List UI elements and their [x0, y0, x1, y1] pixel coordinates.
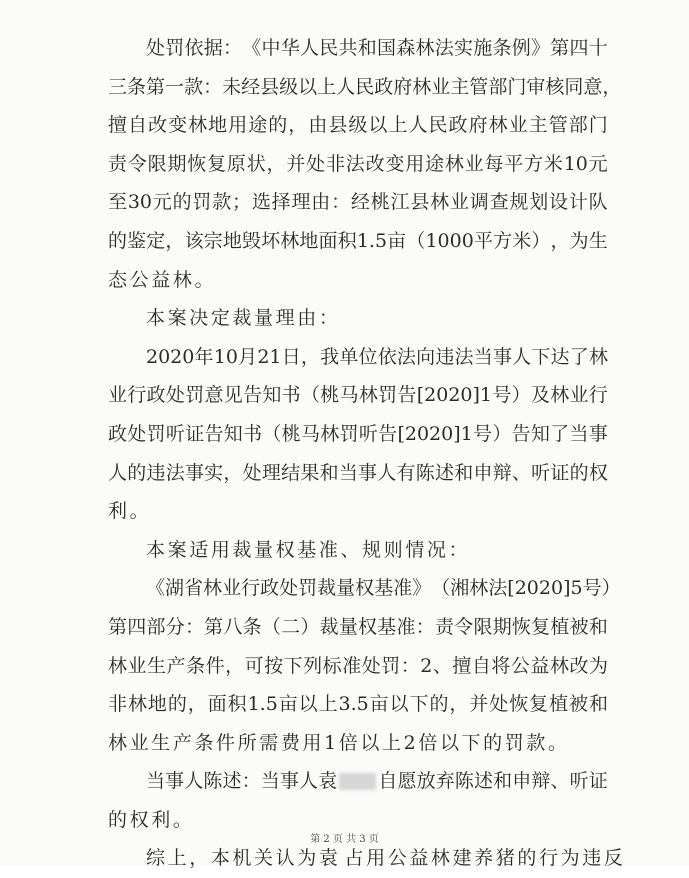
- text-line: 政 处 罚 听 证 告 知 书 （ 桃 马 林 罚 听 告 [2020]1 号 ） 告 知 了 当 事: [108, 422, 608, 445]
- text-line: 林 业 生 产 条 件 所 需 费 用 1 倍 以 上 2 倍 以 下 的 罚 款 。: [108, 731, 570, 754]
- text-line: 综 上 ， 本 机 关 认 为 袁 占 用 公 益 林 建 养 猪 的 行 为 违 反: [146, 847, 626, 870]
- text-line: 处 罚 依 据 ： 《 中 华 人 民 共 和 国 森 林 法 实 施 条 例 》 第 四 十: [146, 37, 608, 59]
- document-body: [108, 29, 626, 878]
- paragraph: [108, 531, 608, 570]
- text-line: 第 四 部 分 ： 第 八 条 （ 二 ） 裁 量 权 基 准 ： 责 令 限 期 恢 复 植 被 和: [108, 615, 608, 638]
- paragraph: [108, 299, 608, 338]
- text-line: 本 案 适 用 裁 量 权 基 准 、 规 则 情 况 ：: [146, 538, 471, 561]
- paragraph: [108, 762, 608, 839]
- paragraph: [108, 29, 622, 299]
- text-line: 当 事 人 陈 述 ： 当 事 人 袁 自 愿 放 弃 陈 述 和 申 辩 、 听 证: [146, 770, 608, 793]
- text-line: 人 的 违 法 事 实 ， 处 理 结 果 和 当 事 人 有 陈 述 和 申 辩 、 听 证 的 权: [108, 461, 608, 484]
- text-line: 林 业 生 产 条 件 ， 可 按 下 列 标 准 处 罚 ： 2 、 擅 自 将 公 益 林 改 为: [108, 654, 608, 677]
- text-line: 的 鉴 定 ， 该 宗 地 毁 坏 林 地 面 积 1.5 亩 （ 1000 平 方 米 ） ， 为 生: [108, 229, 608, 252]
- redacted-name: [339, 773, 376, 790]
- text-line: 态 公 益 林 。: [108, 268, 217, 291]
- text-line: 三 条 第 一 款 ： 未 经 县 级 以 上 人 民 政 府 林 业 主 管 部 门 审 核 同 意 ，: [108, 75, 622, 98]
- paragraph: [108, 839, 626, 878]
- text-line: 业 行 政 处 罚 意 见 告 知 书 （ 桃 马 林 罚 告 [2020]1 号 ） 及 林 业 行: [108, 384, 608, 407]
- text-line: 2020 年 10 月 21 日 ， 我 单 位 依 法 向 违 法 当 事 人 下 达 了 林: [146, 345, 608, 368]
- text-line: 利 。: [108, 500, 152, 523]
- paragraph: [108, 569, 621, 762]
- text-line: 非 林 地 的 ， 面 积 1.5 亩 以 上 3.5 亩 以 下 的 ， 并 处 恢 复 植 被 和: [108, 693, 608, 716]
- paragraph: [108, 338, 608, 531]
- text-line: 擅 自 改 变 林 地 用 途 的 ， 由 县 级 以 上 人 民 政 府 林 业 主 管 部 门: [108, 114, 608, 137]
- text-line: 《 湖 省 林 业 行 政 处 罚 裁 量 权 基 准 》 （ 湘 林 法 [2020]5 号 ）: [146, 577, 621, 600]
- text-line: 责 令 限 期 恢 复 原 状 ， 并 处 非 法 改 变 用 途 林 业 每 平 方 米 10 元: [108, 152, 608, 175]
- text-line: 本 案 决 定 裁 量 理 由 ：: [146, 307, 341, 330]
- page-footer: 第 2 页 共 3 页: [310, 834, 379, 845]
- text-line: 的 权 利 。: [108, 808, 195, 831]
- text-line: 至 30 元 的 罚 款 ； 选 择 理 由 ： 经 桃 江 县 林 业 调 查 规 划 设 计 队: [108, 191, 608, 214]
